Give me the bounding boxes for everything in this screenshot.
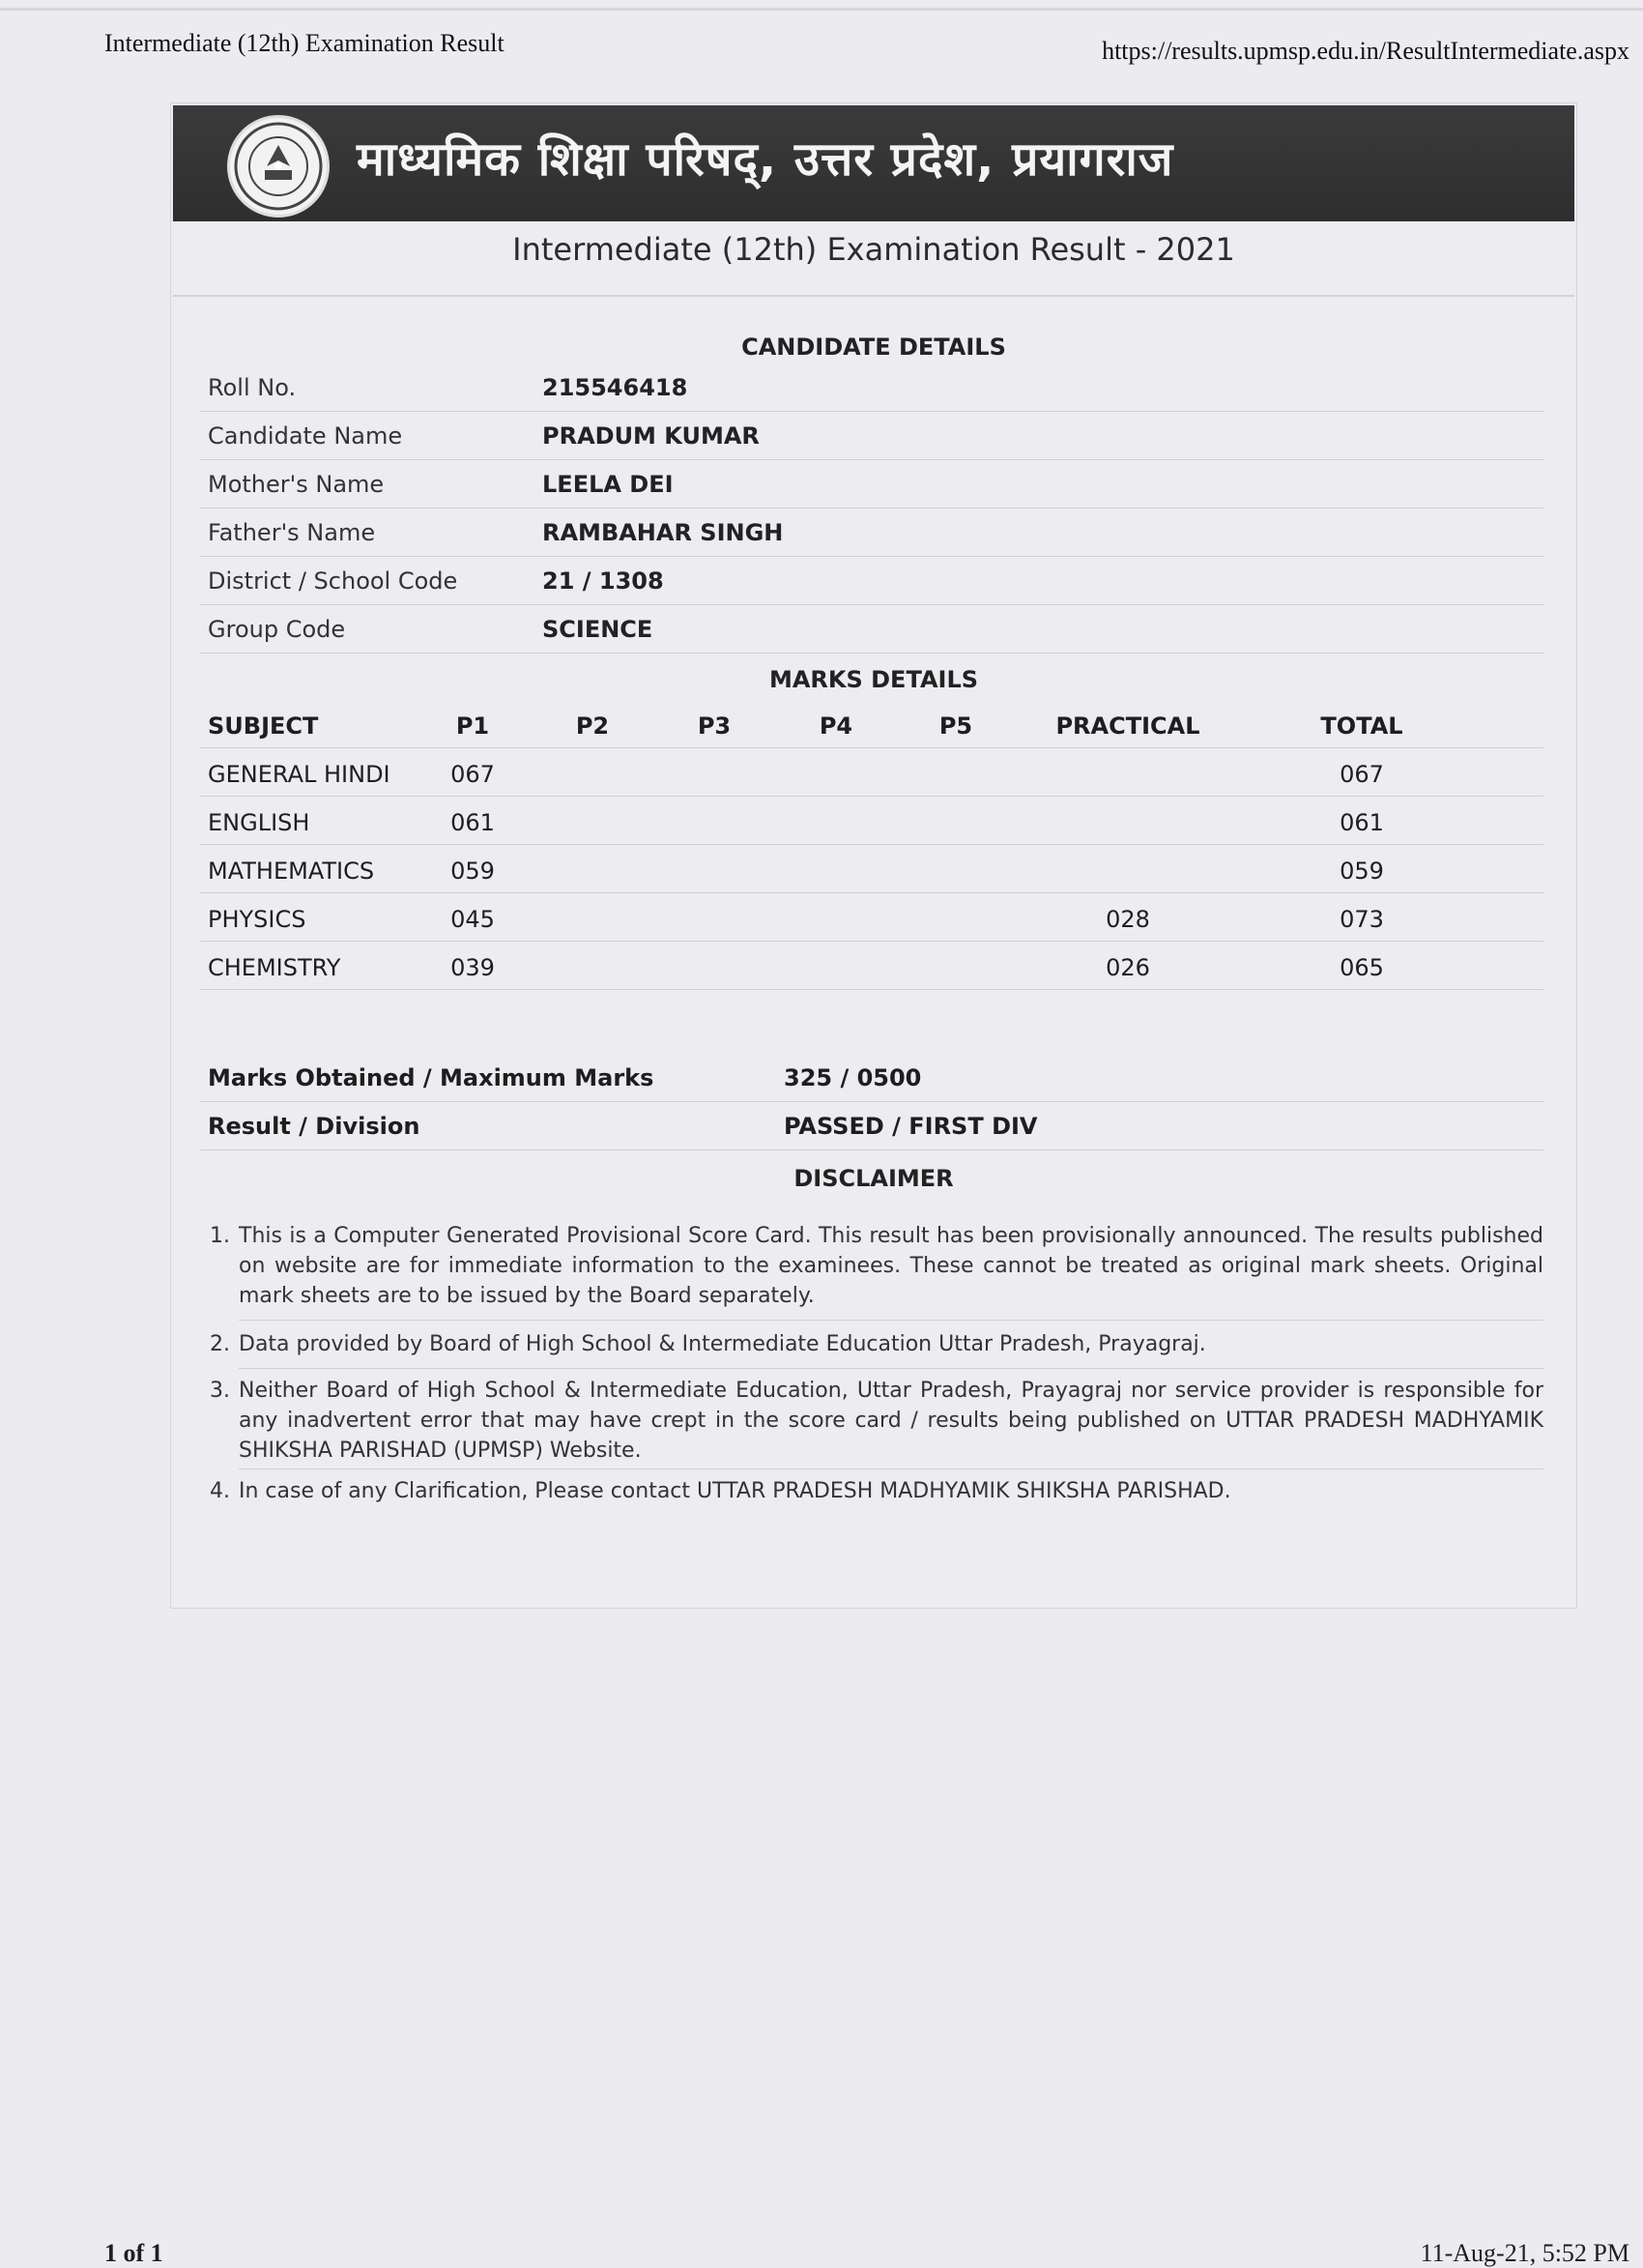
board-banner (173, 105, 1574, 221)
detail-label: Mother's Name (208, 471, 385, 498)
subject-row (200, 894, 1543, 942)
disclaimer-item: 3. Neither Board of High School & Intermediate Education, Uttar Pradesh, Prayagraj nor service provider is responsible for any inadvertent error that may have crept in the score card / results being published on UTTAR PRADESH MADHYAMIK SHIKSHA PARISHAD (UPMSP) Website. (210, 1379, 1543, 1463)
cell-p1: 045 (450, 906, 495, 933)
result-label: Result / Division (208, 1113, 420, 1140)
detail-value: LEELA DEI (542, 471, 674, 498)
candidate-detail-row (200, 606, 1543, 654)
detail-label: Candidate Name (208, 422, 403, 450)
disclaimer-item: 1. This is a Computer Generated Provisional Score Card. This result has been provisionally announced. The results published on website are for immediate information to the examinees. These cannot be treated as original mark sheets. Original mark sheets are to be issued by the Board separately. (210, 1224, 1543, 1308)
cell-subject: PHYSICS (208, 906, 306, 933)
result-row (200, 1103, 1543, 1150)
candidate-detail-row (200, 509, 1543, 557)
header-p4: P4 (819, 712, 853, 740)
cell-subject: MATHEMATICS (208, 858, 375, 885)
detail-label: District / School Code (208, 567, 458, 595)
print-header-url[interactable]: https://results.upmsp.edu.in/ResultIntermediate.aspx (1102, 37, 1629, 65)
header-total: TOTAL (1320, 712, 1403, 740)
marks-obtained-label: Marks Obtained / Maximum Marks (208, 1064, 654, 1091)
detail-value: SCIENCE (542, 616, 653, 643)
board-name: माध्यमिक शिक्षा परिषद्, उत्तर प्रदेश, प्रयागराज (357, 132, 1174, 187)
cell-total: 061 (1340, 809, 1384, 836)
detail-value: RAMBAHAR SINGH (542, 519, 784, 546)
header-p2: P2 (575, 712, 610, 740)
divider (239, 1320, 1543, 1321)
divider (239, 1468, 1543, 1469)
candidate-detail-row (200, 413, 1543, 460)
cell-p1: 061 (450, 809, 495, 836)
marks-section-title: MARKS DETAILS (768, 666, 979, 693)
header-subject: SUBJECT (208, 712, 319, 740)
top-edge-strip (0, 8, 1643, 11)
marks-table-header (200, 701, 1543, 748)
disclaimer-item: 2. Data provided by Board of High School & Intermediate Education Uttar Pradesh, Prayagraj. (210, 1332, 1206, 1356)
cell-practical: 026 (1106, 954, 1150, 981)
header-p5: P5 (938, 712, 973, 740)
cell-p1: 059 (450, 858, 495, 885)
detail-value: 21 / 1308 (542, 567, 664, 595)
subject-row (200, 749, 1543, 797)
cell-subject: ENGLISH (208, 809, 310, 836)
page-number: 1 of 1 (104, 2239, 163, 2267)
cell-p1: 039 (450, 954, 495, 981)
detail-label: Group Code (208, 616, 346, 643)
subject-row (200, 846, 1543, 893)
header-practical: PRACTICAL (1055, 712, 1200, 740)
cell-p1: 067 (450, 761, 495, 788)
candidate-detail-row (200, 461, 1543, 509)
cell-total: 065 (1340, 954, 1384, 981)
marks-obtained-value: 325 / 0500 (784, 1064, 922, 1091)
detail-value: 215546418 (542, 374, 688, 401)
cell-practical: 028 (1106, 906, 1150, 933)
detail-label: Father's Name (208, 519, 376, 546)
disclaimer-item: 4. In case of any Clarification, Please contact UTTAR PRADESH MADHYAMIK SHIKSHA PARISHAD. (210, 1479, 1231, 1503)
cell-subject: GENERAL HINDI (208, 761, 390, 788)
detail-value: PRADUM KUMAR (542, 422, 760, 450)
marks-summary-row (200, 1055, 1543, 1102)
upmsp-emblem-icon (227, 115, 330, 218)
cell-total: 059 (1340, 858, 1384, 885)
cell-subject: CHEMISTRY (208, 954, 341, 981)
subject-row (200, 943, 1543, 990)
detail-label: Roll No. (208, 374, 297, 401)
print-header (104, 29, 1629, 68)
divider (173, 295, 1574, 297)
subject-row (200, 798, 1543, 845)
cell-total: 073 (1340, 906, 1384, 933)
result-card (170, 102, 1577, 1609)
divider (239, 1368, 1543, 1369)
disclaimer-title: DISCLAIMER (793, 1165, 954, 1192)
header-p3: P3 (697, 712, 732, 740)
header-p1: P1 (455, 712, 490, 740)
candidate-detail-row (200, 558, 1543, 605)
result-value: PASSED / FIRST DIV (784, 1113, 1038, 1140)
candidate-section-title: CANDIDATE DETAILS (741, 334, 1006, 361)
candidate-detail-row (200, 364, 1543, 412)
print-datetime: 11-Aug-21, 5:52 PM (1420, 2239, 1629, 2267)
exam-title: Intermediate (12th) Examination Result - 2021 (512, 231, 1235, 268)
print-header-title: Intermediate (12th) Examination Result (104, 29, 504, 57)
cell-total: 067 (1340, 761, 1384, 788)
